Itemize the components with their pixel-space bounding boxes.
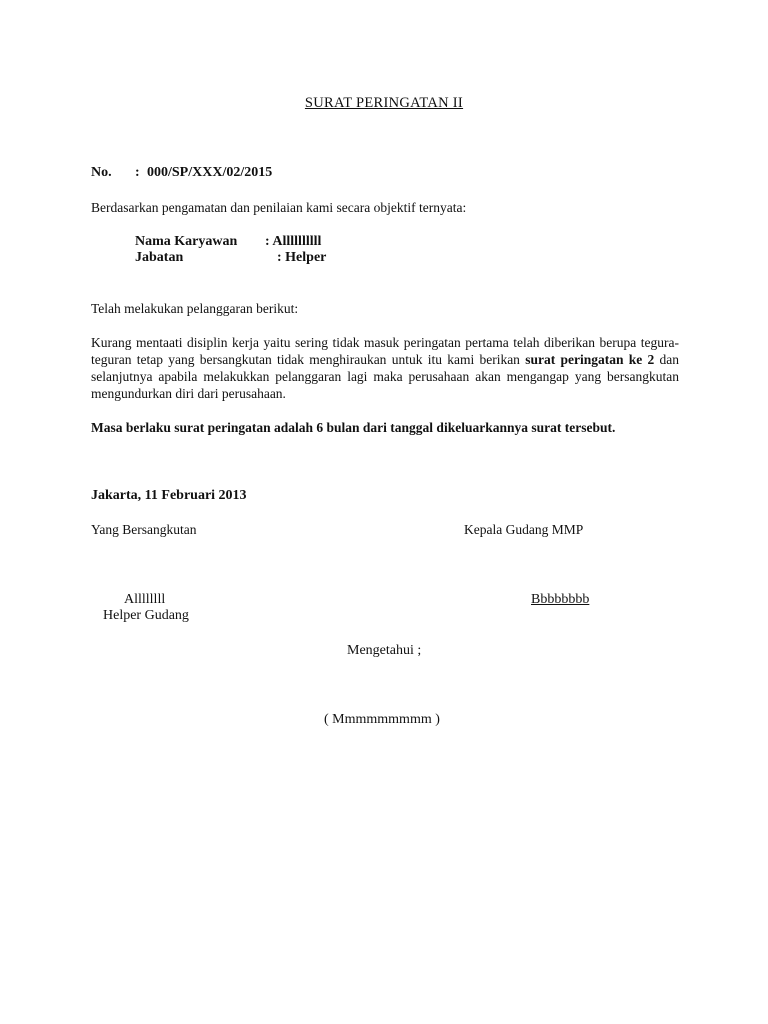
paragraph-line-4: mengundurkan diri dari perusahaan. <box>91 386 286 401</box>
paragraph-line-2-start: teguran tetap yang bersangkutan tidak menghiraukan untuk itu kami berikan <box>91 352 520 367</box>
acknowledge-label: Mengetahui ; <box>347 643 422 658</box>
paragraph-line-1: Kurang mentaati disiplin kerja yaitu sering tidak masuk peringatan pertama telah diberikan berupa tegura- <box>91 335 679 350</box>
right-signature-heading: Kepala Gudang MMP <box>464 522 584 537</box>
intro-text: Berdasarkan pengamatan dan penilaian kami secara objektif ternyata: <box>91 200 467 215</box>
paragraph-line-2 <box>91 351 679 368</box>
number-separator: : <box>135 165 140 180</box>
employee-position-label: Jabatan <box>135 250 184 265</box>
employee-name-value: : Allllllllll <box>265 234 322 249</box>
letter-title: SURAT PERINGATAN II <box>304 95 464 111</box>
place-date: Jakarta, 11 Februari 2013 <box>91 488 247 503</box>
violation-intro: Telah melakukan pelanggaran berikut: <box>91 301 299 316</box>
employee-name-label: Nama Karyawan <box>135 234 238 249</box>
paragraph-line-2-end: dan <box>659 352 679 367</box>
violation-paragraph <box>91 334 679 402</box>
warning-level-emphasis: surat peringatan ke 2 <box>525 352 655 367</box>
number-value: 000/SP/XXX/02/2015 <box>147 165 273 180</box>
left-signatory-role: Helper Gudang <box>103 608 189 623</box>
number-label: No. <box>91 165 112 180</box>
employee-position-value: : Helper <box>277 250 327 265</box>
acknowledge-signatory: ( Mmmmmmmmm ) <box>324 712 440 727</box>
left-signatory-name: Allllllll <box>124 592 166 607</box>
left-signature-heading: Yang Bersangkutan <box>91 522 197 537</box>
validity-statement: Masa berlaku surat peringatan adalah 6 bulan dari tanggal dikeluarkannya surat tersebut. <box>91 420 616 435</box>
paragraph-line-3: selanjutnya apabila melakukkan pelanggaran lagi maka perusahaan akan mengangap yang bersangkutan <box>91 369 679 384</box>
right-signatory-name: Bbbbbbbb <box>531 592 590 607</box>
